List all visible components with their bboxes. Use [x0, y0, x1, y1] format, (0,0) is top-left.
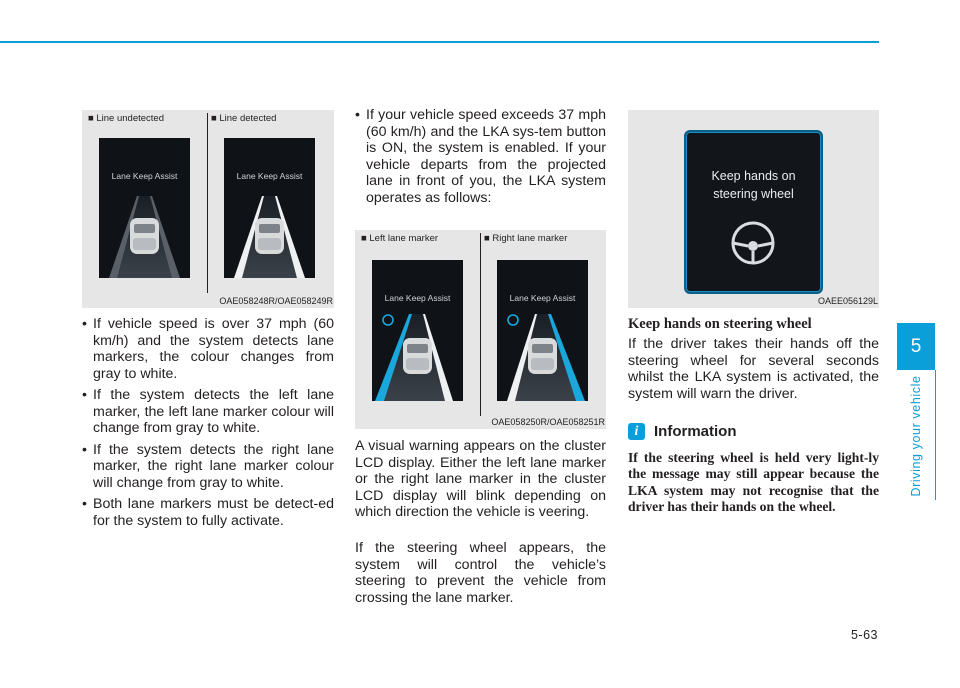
car-icon	[255, 218, 284, 254]
keep-hands-paragraph: If the driver takes their hands off the steering wheel for several seconds whilst the LKA system is activated, the system will warn the driver.	[628, 336, 879, 402]
chapter-title	[900, 375, 932, 497]
steering-paragraph: If the steering wheel appears, the system will control the vehicle’s steering to prevent the vehicle from crossing the lane marker.	[355, 540, 606, 606]
figure-label-left-lane-marker: ■ Left lane marker	[361, 233, 439, 244]
lane-scene-left-warning	[372, 260, 463, 401]
figure-code: OAEE056129L	[817, 296, 878, 306]
figure-code: OAE058248R/OAE058249R	[219, 296, 333, 306]
keep-hands-heading: Keep hands on steering wheel	[628, 316, 812, 332]
lane-scene-right-warning	[497, 260, 588, 401]
list-item: • If your vehicle speed exceeds 37 mph (60 km/h) and the LKA sys-tem button is ON, the system is enabled. If your vehicle departs from the projected lane in front of you, the LKA system operates as follows:	[355, 107, 606, 206]
screen-title: Lane Keep Assist	[236, 171, 303, 181]
figure-code: OAE058250R/OAE058251R	[491, 417, 605, 427]
cluster-screen-left-warning	[372, 260, 463, 401]
screen-title: Lane Keep Assist	[384, 293, 451, 303]
cluster-screen-keep-hands	[684, 130, 823, 294]
cluster-screen-right-warning	[497, 260, 588, 401]
cluster-screen-undetected	[99, 138, 190, 278]
figure-label-line-detected: ■ Line detected	[211, 113, 277, 124]
figure-label-right-lane-marker: ■ Right lane marker	[484, 233, 568, 244]
lane-detection-bullets	[82, 316, 334, 534]
chapter-rule	[935, 370, 936, 500]
steering-wheel-icon	[686, 215, 821, 275]
header-rule	[0, 41, 879, 43]
car-icon	[130, 218, 159, 254]
list-item: • If the system detects the left lane marker, the left lane marker colour will change from gray to white.	[82, 387, 334, 437]
list-item: • If vehicle speed is over 37 mph (60 km/h) and the system detects lane markers, the colour changes from gray to white.	[82, 316, 334, 382]
speed-bullets	[355, 107, 606, 211]
car-icon	[403, 338, 432, 374]
screen-message-line1: Keep hands on	[711, 169, 796, 183]
figure-divider	[480, 233, 481, 416]
screen-message-line2: steering wheel	[713, 187, 794, 201]
figure-lane-departure	[355, 230, 606, 429]
figure-label-line-undetected: ■ Line undetected	[88, 113, 164, 124]
lane-scene-detected	[224, 138, 315, 278]
figure-lane-detection	[82, 110, 334, 308]
figure-keep-hands-warning	[628, 110, 879, 308]
figure-divider	[207, 113, 208, 293]
chapter-number-tab: 5	[897, 323, 935, 370]
list-item: • If the system detects the right lane marker, the right lane marker colour will change from gray to white.	[82, 442, 334, 492]
screen-title: Lane Keep Assist	[509, 293, 576, 303]
list-item: • Both lane markers must be detect-ed for the system to fully activate.	[82, 496, 334, 529]
information-title: Information	[654, 423, 737, 440]
information-body: If the steering wheel is held very light-ly the message may still appear because the LKA system may not recognise that the driver has their hands on the wheel.	[628, 450, 879, 515]
visual-warning-paragraph: A visual warning appears on the cluster LCD display. Either the left lane marker or the right lane marker in the cluster LCD display will blink depending on which direction the vehicle is veering.	[355, 438, 606, 520]
cluster-screen-detected	[224, 138, 315, 278]
lane-scene-undetected	[99, 138, 190, 278]
page-number: 5-63	[850, 628, 878, 642]
information-icon: i	[628, 423, 645, 440]
car-icon	[528, 338, 557, 374]
chapter-title-text: Driving your vehicle	[909, 375, 923, 497]
screen-title: Lane Keep Assist	[111, 171, 178, 181]
